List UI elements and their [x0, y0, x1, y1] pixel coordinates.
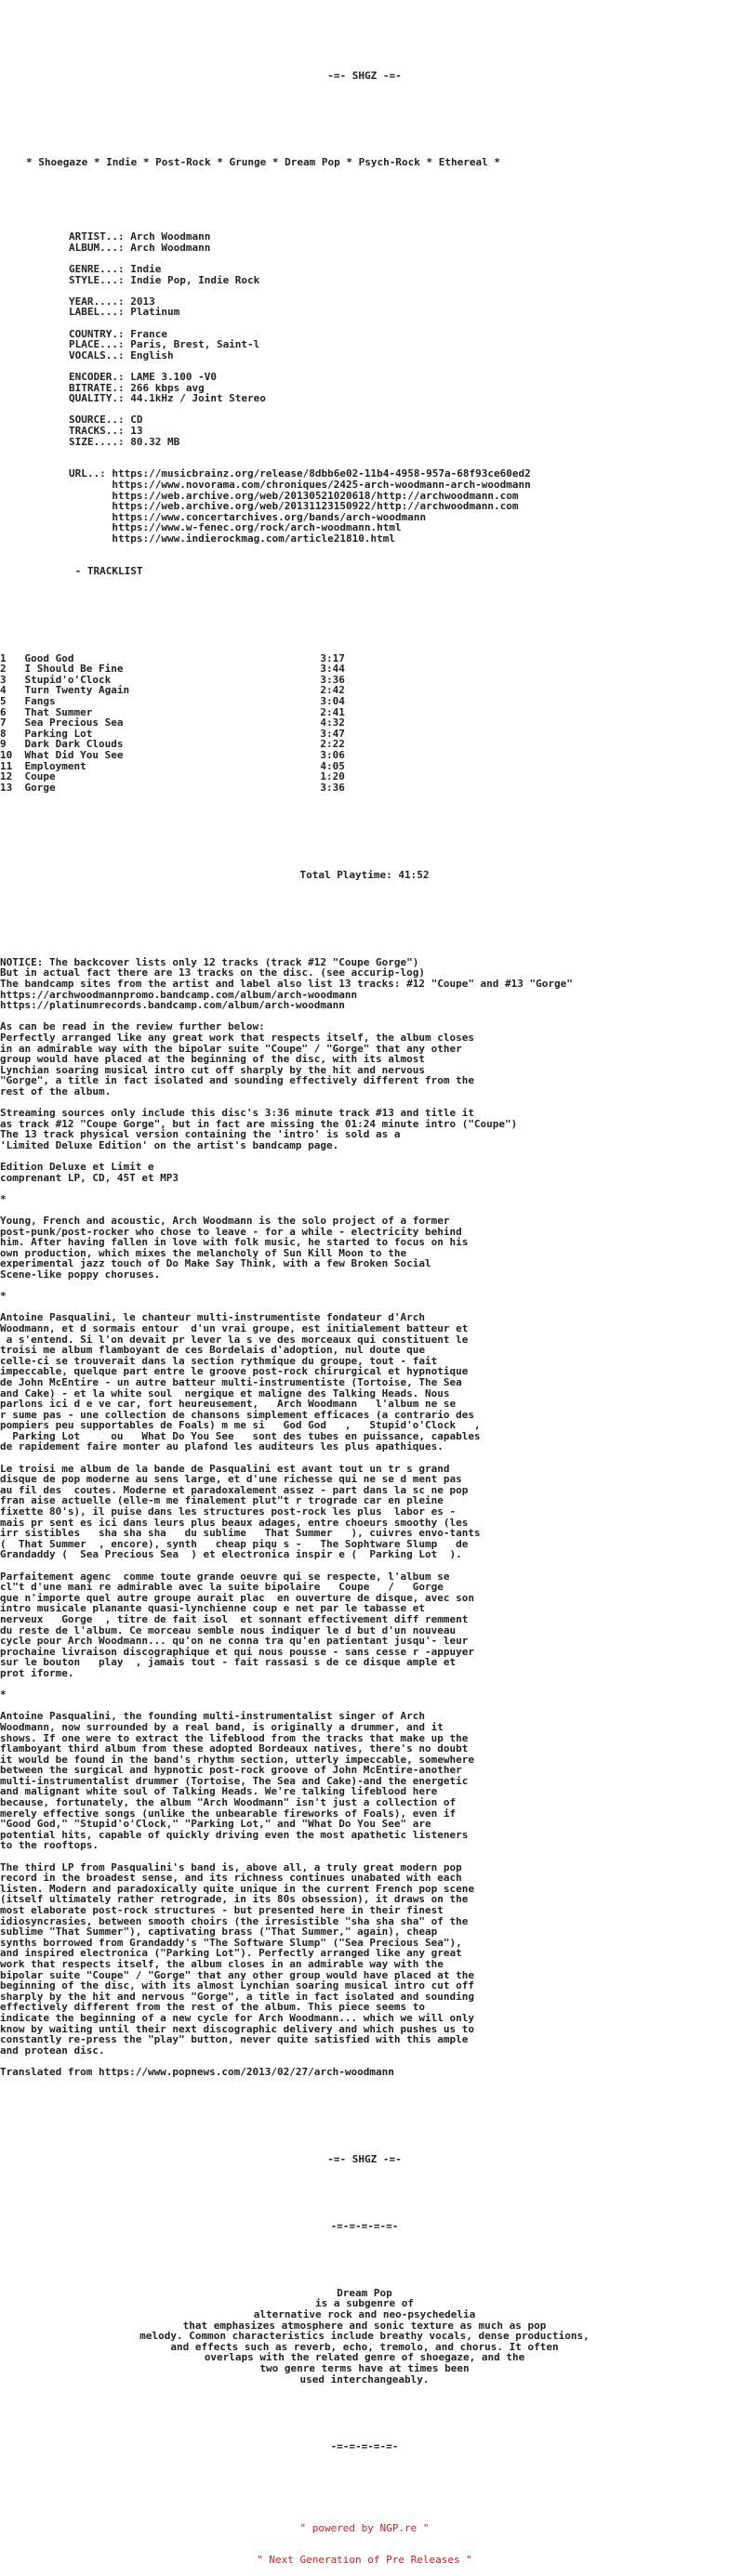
body-line: prot iforme.: [0, 1667, 74, 1679]
info-line[interactable]: URL..: https://musicbrainz.org/release/8dbb6e02-11b4-4958-957a-68f93ce60ed2: [69, 468, 531, 480]
body-line: constantly re-press the "play" button, never quite satisfied with this ample: [0, 2034, 469, 2045]
body-line: listen. Modern and paradoxically quite unique in the current French pop scene: [0, 1883, 474, 1895]
body-line: synths borrowed from Grandaddy's "The Software Slump" ("Sea Precious Sea"),: [0, 1937, 462, 1949]
body-line: Streaming sources only include this disc's 3:36 minute track #13 and title it: [0, 1108, 474, 1119]
body-line: multi-instrumentalist drummer (Tortoise, The Sea and Cake)-and the energetic: [0, 1775, 469, 1787]
body-line: Woodmann, now surrounded by a real band, is originally a drummer, and it: [0, 1721, 444, 1733]
genre-description-line: and effects such as reverb, echo, tremolo, and chorus. It often: [170, 2341, 559, 2353]
body-line: [0, 2056, 729, 2067]
body-line: disque de pop moderne au sens large, et d'une richesse qui ne se d ment pas: [0, 1474, 462, 1485]
body-line: Young, French and acoustic, Arch Woodmann is the solo project of a former: [0, 1216, 450, 1227]
info-line: [69, 458, 729, 469]
body-line: "Good God," "Stupid'o'Clock," "Parking Lot," and "What Do You See" are: [0, 1819, 431, 1830]
body-line: celle-ci se trouverait dans la section rythmique du groupe, tout - fait: [0, 1355, 438, 1367]
body-line: Scene-like poppy choruses.: [0, 1268, 161, 1281]
info-line[interactable]: https://web.archive.org/web/20130521020618/http://archwoodmann.com: [69, 490, 519, 502]
info-line: ALBUM...: Arch Woodmann: [69, 242, 211, 254]
body-line: [0, 1183, 729, 1194]
body-line: idiosyncrasies, between smooth choirs (the irresistible "sha sha sha" of the: [0, 1915, 469, 1927]
body-line: [0, 1281, 729, 1292]
info-line: PLACE...: Paris, Brest, Saint-l: [69, 339, 260, 350]
notice-and-review: [0, 956, 729, 2078]
track-row: 4 Turn Twenty Again 2:42: [0, 685, 345, 697]
body-line: comprenant LP, CD, 45T et MP3: [0, 1172, 179, 1184]
body-line: The third LP from Pasqualini's band is, above all, a truly great modern pop: [0, 1861, 462, 1873]
body-line: *: [0, 1689, 7, 1701]
body-line: Lynchian soaring musical intro cut off sharply by the hit and nervous: [0, 1064, 425, 1076]
body-line: Parking Lot ou What Do You See sont des tubes en puissance, capables: [0, 1430, 481, 1442]
body-line: in an admirable way with the bipolar suite "Coupe" / "Gorge" that any other: [0, 1043, 462, 1055]
tracklist: [0, 652, 729, 794]
footer-banner: -=- SHGZ -=-: [327, 2153, 402, 2165]
track-row: 6 That Summer 2:41: [0, 706, 345, 718]
body-line: Parfaitement agenc comme toute grande oeuvre qui se respecte, l'album se: [0, 1571, 450, 1583]
track-row: 12 Coupe 1:20: [0, 771, 345, 782]
body-line: sur le bouton play , jamais tout - fait rassasi s de ce disque ample et: [0, 1657, 457, 1668]
info-line: [69, 318, 729, 329]
body-line: irr sistibles sha sha sha du sublime That Summer ), cuivres envo-tants: [0, 1528, 481, 1539]
info-line: BITRATE.: 266 kbps avg: [69, 382, 205, 394]
body-line: sharply by the hit and nervous "Gorge", a title in fact isolated and sounding: [0, 1991, 474, 2003]
body-line: a s'entend. Si l'on devait pr lever la s ve des morceaux qui constituent le: [0, 1334, 469, 1346]
body-line: between the surgical and hypnotic post-rock groove of John McEntire-another: [0, 1765, 462, 1776]
body-line: Le troisi me album de la bande de Pasqualini est avant tout un tr s grand: [0, 1463, 450, 1475]
info-line: ENCODER.: LAME 3.100 -V0: [69, 372, 217, 383]
info-line: QUALITY.: 44.1kHz / Joint Stereo: [69, 393, 266, 404]
body-line: own production, which mixes the melancholy of Sun Kill Moon to the: [0, 1247, 407, 1259]
body-line: know by waiting until their next discographic delivery and which pushes us to: [0, 2023, 474, 2035]
genre-description-line: alternative rock and neo-psychedelia: [253, 2309, 476, 2320]
info-line: - TRACKLIST: [69, 565, 143, 577]
genre-description-line: is a subgenre of: [315, 2298, 414, 2309]
body-line: experimental jazz touch of Do Make Say Think, with a few Broken Social: [0, 1258, 431, 1269]
body-line: Perfectly arranged like any great work that respects itself, the album closes: [0, 1032, 474, 1044]
genre-description-line: used interchangeably.: [299, 2373, 430, 2385]
body-line: [0, 1560, 729, 1571]
genre-description-line: overlaps with the related genre of shoegaze, and the: [204, 2352, 525, 2363]
body-line: ( That Summer , encore), synth cheap piqu s - The Sophtware Slump de: [0, 1538, 469, 1550]
info-line[interactable]: https://www.indierockmag.com/article21810.html: [69, 532, 395, 545]
track-row: 8 Parking Lot 3:47: [0, 728, 345, 740]
info-line: COUNTRY.: France: [69, 328, 167, 340]
footer-divider-top: -=-=-=-=-=-: [330, 2220, 399, 2232]
powered-by-text: " powered by NGP.re ": [299, 2522, 430, 2534]
ngp-tagline: " Next Generation of Pre Releases ": [257, 2555, 472, 2566]
top-banner: -=- SHGZ -=-: [327, 71, 402, 82]
genre-description-line: Dream Pop: [337, 2287, 392, 2299]
body-line: merely effective songs (unlike the unbearable fireworks of Foals), even if: [0, 1807, 457, 1820]
body-line[interactable]: Translated from https://www.popnews.com/2013/02/27/arch-woodmann: [0, 2066, 394, 2078]
body-line: [0, 1011, 729, 1022]
body-line: indicate the beginning of a new cycle for Arch Woodmann... which we will only: [0, 2012, 474, 2024]
body-line: Edition Deluxe et Limit e: [0, 1162, 154, 1173]
body-line: (itself ultimately rather retrograde, in its 80s obsession), it draws on the: [0, 1894, 469, 1905]
body-line: intro musicale planante quasi-lynchienne coup e net par le tabasse et: [0, 1603, 425, 1614]
info-line: ARTIST..: Arch Woodmann: [69, 231, 211, 243]
track-row: 5 Fangs 3:04: [0, 696, 345, 707]
track-row: 7 Sea Precious Sea 4:32: [0, 717, 345, 729]
body-line: Woodmann, et d sormais entour d'un vrai groupe, est initialement batteur et: [0, 1322, 469, 1334]
info-line: [69, 545, 729, 556]
body-line: and protean disc.: [0, 2044, 105, 2057]
body-line: him. After having fallen in love with folk music, he started to focus on his: [0, 1237, 469, 1248]
body-line: parlons ici d e ve car, fort heureusement, Arch Woodmann l'album ne se: [0, 1399, 457, 1410]
body-line: [0, 1097, 729, 1108]
body-line: que n'importe quel autre groupe aurait plac en ouverture de disque, avec son: [0, 1592, 474, 1604]
body-line: Antoine Pasqualini, the founding multi-instrumentalist singer of Arch: [0, 1711, 425, 1722]
body-line: as track #12 "Coupe Gorge", but in fact are missing the 01:24 minute intro ("Coupe"): [0, 1118, 518, 1130]
genre-description-line: that emphasizes atmosphere and sonic texture as much as pop: [182, 2320, 547, 2332]
body-line: fixette 80's), il puise dans les structures post-rock les plus labor es -: [0, 1506, 457, 1518]
track-row: 1 Good God 3:17: [0, 652, 345, 664]
body-line: sublime "That Summer"), captivating brass ("That Summer," again), cheap: [0, 1926, 438, 1938]
body-line: The bandcamp sites from the artist and label also list 13 tracks: #12 "Coupe" and #13 "Gorge": [0, 978, 573, 990]
body-line: [0, 1851, 729, 1862]
info-line: YEAR....: 2013: [69, 296, 155, 308]
body-line: de John McEntire - un autre batteur multi-instrumentiste (Tortoise, The Sea: [0, 1376, 462, 1388]
body-line: Grandaddy ( Sea Precious Sea ) et electronica inspir e ( Parking Lot ).: [0, 1549, 462, 1560]
body-line: [0, 1204, 729, 1216]
body-line: [0, 1701, 729, 1712]
body-line: to the rooftops.: [0, 1840, 99, 1852]
body-line: As can be read in the review further below:: [0, 1021, 265, 1032]
info-line: SOURCE..: CD: [69, 414, 143, 426]
body-line: r sume pas - une collection de chansons simplement efficaces (a contrario des: [0, 1409, 474, 1421]
track-row: 10 What Did You See 3:06: [0, 750, 345, 761]
info-line: VOCALS..: English: [69, 349, 174, 361]
body-line: shows. If one were to extract the lifeblood from the tracks that make up the: [0, 1732, 469, 1744]
body-line: NOTICE: The backcover lists only 12 tracks (track #12 "Coupe Gorge"): [0, 956, 419, 968]
footer-divider-bottom: -=-=-=-=-=-: [330, 2440, 399, 2452]
body-line: because, fortunately, the album "Arch Woodmann" isn't just a collection of: [0, 1797, 457, 1808]
track-row: 9 Dark Dark Clouds 2:22: [0, 739, 345, 751]
info-line: [69, 555, 729, 566]
body-line: flamboyant third album from these adopted Bordeaux natives, there's no doubt: [0, 1743, 469, 1755]
genre-description-line: two genre terms have at times been: [259, 2362, 470, 2374]
track-row: 3 Stupid'o'Clock 3:36: [0, 674, 345, 686]
body-line[interactable]: https://archwoodmannpromo.bandcamp.com/album/arch-woodmann: [0, 989, 358, 1001]
info-line: TRACKS..: 13: [69, 426, 143, 437]
total-playtime: Total Playtime: 41:52: [299, 869, 430, 881]
body-line: and malignant white soul of Talking Heads. We're talking lifeblood here: [0, 1786, 438, 1798]
dream-pop-description: [28, 2288, 729, 2385]
body-line: work that respects itself, the album closes in an admirable way with the: [0, 1958, 444, 1970]
track-row: 2 I Should Be Fine 3:44: [0, 664, 345, 675]
body-line: prochaine livraison discographique et qui nous pousse - sans cesse r -appuyer: [0, 1646, 474, 1658]
body-line: [0, 1150, 729, 1162]
info-line: SIZE....: 80.32 MB: [69, 436, 180, 448]
body-line: 'Limited Deluxe Edition' on the artist's bandcamp page.: [0, 1139, 339, 1151]
info-line[interactable]: https://www.w-fenec.org/rock/arch-woodmann.html: [69, 522, 402, 533]
info-line: [69, 285, 729, 296]
info-line[interactable]: https://www.concertarchives.org/bands/arch-woodmann: [69, 511, 427, 523]
track-row: 11 Employment 4:05: [0, 760, 345, 772]
info-line: GENRE...: Indie: [69, 264, 162, 275]
genres-line: * Shoegaze * Indie * Post-Rock * Grunge * Dream Pop * Psych-Rock * Ethereal *: [26, 157, 500, 168]
body-line: pompiers peu supportables de Foals) m me si God God , Stupid'o'Clock ,: [0, 1420, 481, 1431]
body-line: Antoine Pasqualini, le chanteur multi-instrumentiste fondateur d'Arch: [0, 1312, 425, 1323]
body-line: [0, 1452, 729, 1464]
body-line: [0, 1679, 729, 1690]
body-line: impeccable, quelque part entre le groove post-rock chirurgical et hypnotique: [0, 1366, 469, 1377]
info-line: [69, 361, 729, 372]
body-line: it would be found in the band's rhythm section, utterly impeccable, somewhere: [0, 1754, 474, 1766]
body-line: and Cake) - et la white soul nergique et maligne des Talking Heads. Nous: [0, 1387, 450, 1400]
body-line: post-punk/post-rocker who chose to leave - for a while - electricity behind: [0, 1226, 462, 1238]
body-line: and inspired electronica ("Parking Lot"). Perfectly arranged like any great: [0, 1948, 462, 1959]
genre-description-line: melody. Common characteristics include breathy vocals, dense productions,: [139, 2331, 590, 2342]
info-line: [69, 447, 729, 458]
body-line: potential hits, capable of quickly driving even the most apathetic listeners: [0, 1829, 469, 1841]
body-line: cl"t d'une mani re admirable avec la suite bipolaire Coupe / Gorge: [0, 1582, 444, 1593]
body-line: group would have placed at the beginning of the disc, with its almost: [0, 1054, 425, 1065]
info-line[interactable]: https://www.novorama.com/chroniques/2425-arch-woodmann-arch-woodmann: [69, 479, 531, 491]
body-line: effectively different from the rest of the album. This piece seems to: [0, 2002, 425, 2013]
track-row: 13 Gorge 3:36: [0, 782, 345, 794]
body-line: "Gorge", a title in fact isolated and sounding effectively different from the: [0, 1075, 474, 1086]
body-line: most elaborate post-rock structures - but presented here in their finest: [0, 1905, 444, 1916]
body-line[interactable]: https://platinumrecords.bandcamp.com/album/arch-woodmann: [0, 1000, 345, 1011]
body-line: mais pr sent es ici dans leurs plus beaux adages, entre choeurs smoothy (les: [0, 1517, 469, 1529]
body-line: But in actual fact there are 13 tracks on the disc. (see accurip-log): [0, 967, 425, 979]
body-line: bipolar suite "Coupe" / "Gorge" that any other group would have placed at the: [0, 1969, 474, 1981]
body-line: *: [0, 1193, 7, 1205]
body-line: *: [0, 1291, 7, 1302]
body-line: nerveux Gorge , titre de fait isol et sonnant effectivement diff remment: [0, 1613, 469, 1625]
body-line: record in the broadest sense, and its richness continues unabated with each: [0, 1873, 462, 1884]
body-line: rest of the album.: [0, 1085, 112, 1097]
body-line: de rapidement faire monter au plafond les auditeurs les plus apathiques.: [0, 1441, 444, 1453]
body-line: cycle pour Arch Woodmann... qu'on ne conna tra qu'en patientant jusqu'- leur: [0, 1636, 469, 1647]
info-line: LABEL...: Platinum: [69, 307, 180, 319]
info-line: [69, 254, 729, 265]
body-line: [0, 1302, 729, 1313]
body-line: du reste de l'album. Ce morceau semble nous indiquer le d but d'un nouveau: [0, 1624, 457, 1636]
info-line: STYLE...: Indie Pop, Indie Rock: [69, 274, 260, 286]
body-line: fran aise actuelle (elle-m me finalement plut"t r trograde car en pleine: [0, 1495, 444, 1507]
body-line: au fil des coutes. Moderne et paradoxalement assez - part dans la sc ne pop: [0, 1484, 469, 1496]
release-info: [28, 231, 729, 576]
info-line[interactable]: https://web.archive.org/web/20131123150922/http://archwoodmann.com: [69, 501, 519, 512]
body-line: The 13 track physical version containing the 'intro' is sold as a: [0, 1129, 401, 1140]
body-line: beginning of the disc, with its almost Lynchian soaring musical intro cut off: [0, 1980, 474, 1991]
body-line: troisi me album flamboyant de ces Bordelais d'adoption, nul doute que: [0, 1345, 425, 1356]
info-line: [69, 404, 729, 415]
